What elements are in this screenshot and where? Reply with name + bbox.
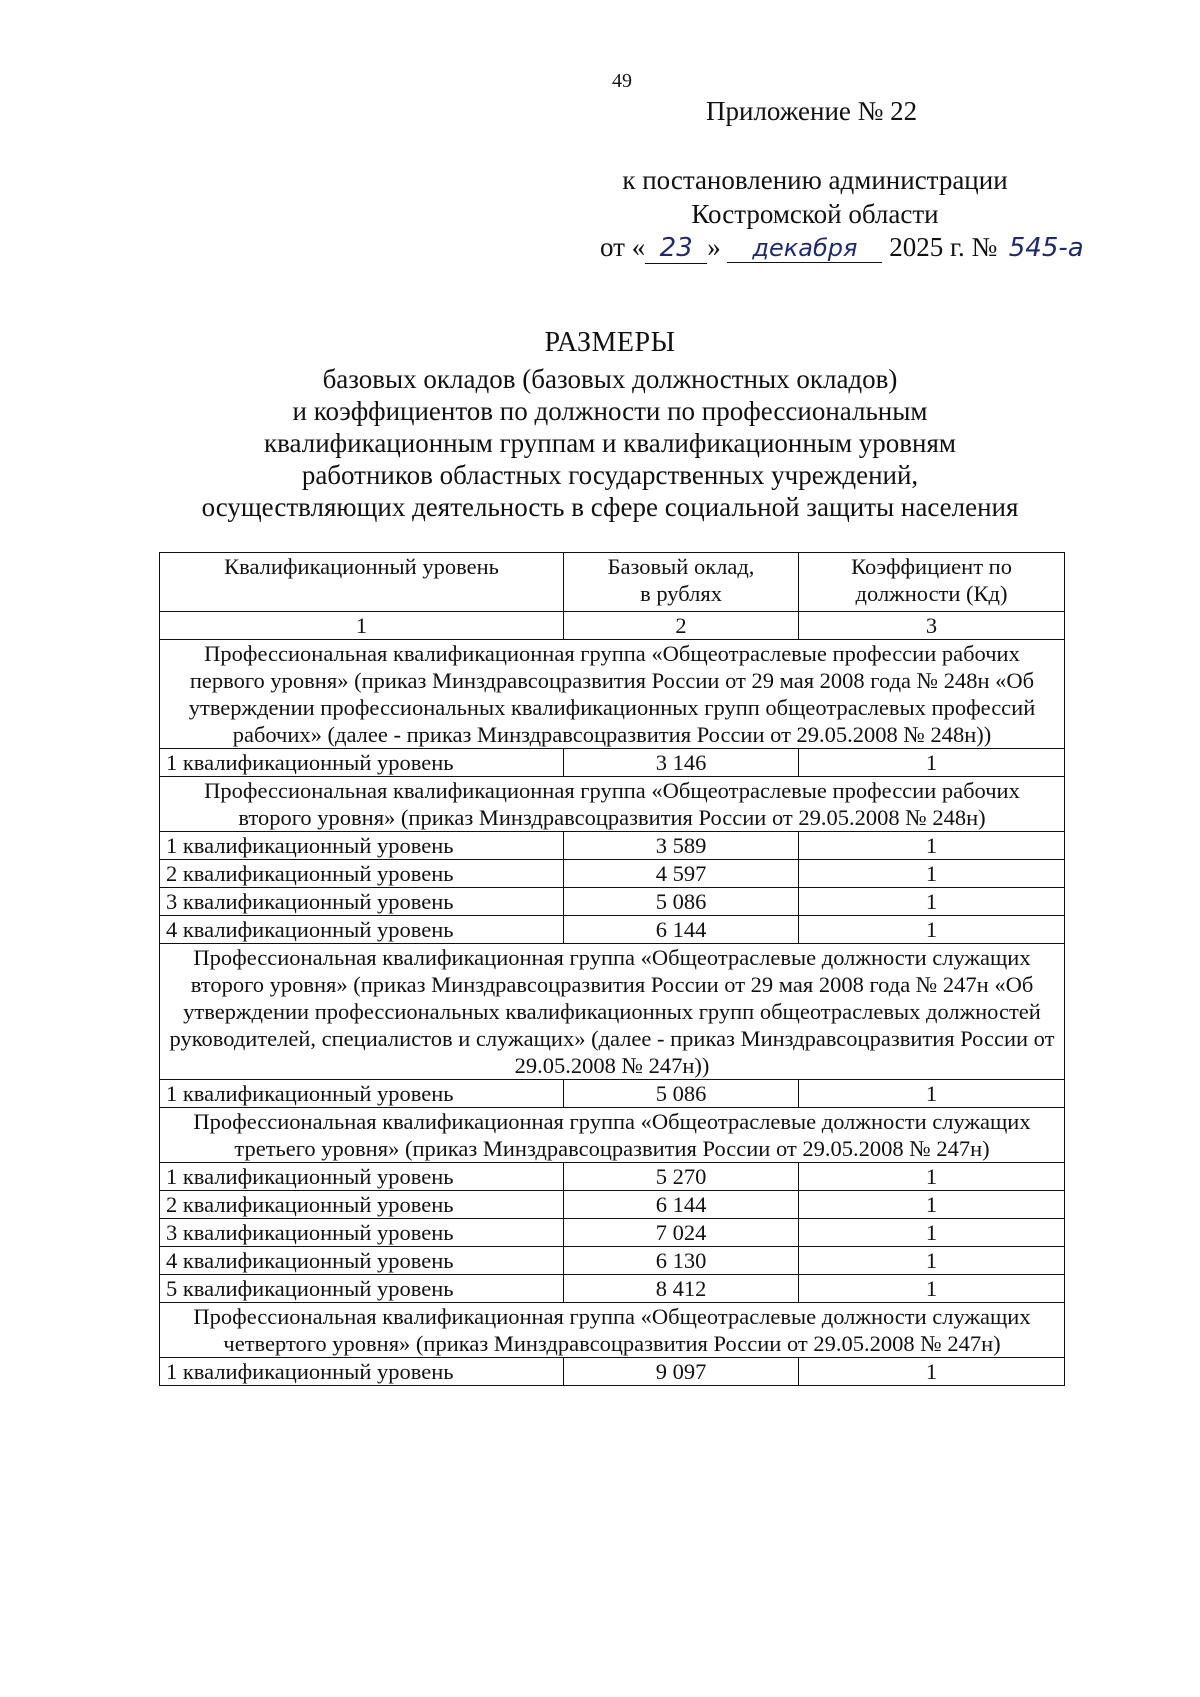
coefficient-cell: 1: [799, 749, 1065, 777]
group-title: Профессиональная квалификационная группа «Общеотраслевые должности служащих второго уровня» (приказ Минздравсоцразвития России от 29 мая 2008 года № 247н «Об утверждении профессиональных квалификационных групп общеотраслевых должностей руководителей, специалистов и служащих» (далее - приказ Минздравсоцразвития России от 29.05.2008 № 247н)): [160, 944, 1065, 1080]
coefficient-cell: 1: [799, 888, 1065, 916]
level-cell: 2 квалификационный уровень: [160, 860, 564, 888]
decree-date: [600, 232, 1095, 264]
table-row: [160, 916, 1065, 944]
group-title: Профессиональная квалификационная группа «Общеотраслевые профессии рабочих второго уровня» (приказ Минздравсоцразвития России от 29.05.2008 № 248н): [160, 777, 1065, 832]
coefficient-cell: 1: [799, 832, 1065, 860]
table-row: [160, 1191, 1065, 1219]
column-header-salary: Базовый оклад, в рублях: [564, 553, 799, 612]
handwritten-day: 23: [645, 233, 707, 264]
level-cell: 1 квалификационный уровень: [160, 1080, 564, 1108]
level-cell: 1 квалификационный уровень: [160, 832, 564, 860]
column-header-level: Квалификационный уровень: [160, 553, 564, 612]
coefficient-cell: 1: [799, 916, 1065, 944]
column-number: 1: [160, 612, 564, 640]
level-cell: 2 квалификационный уровень: [160, 1191, 564, 1219]
table-row: [160, 888, 1065, 916]
group-title: Профессиональная квалификационная группа «Общеотраслевые должности служащих третьего уровня» (приказ Минздравсоцразвития России от 29.05.2008 № 247н): [160, 1108, 1065, 1163]
salary-cell: 5 270: [564, 1163, 799, 1191]
salary-cell: 7 024: [564, 1219, 799, 1247]
title-line: квалификационным группам и квалификационным уровням: [264, 428, 956, 458]
group-row: [160, 1108, 1065, 1163]
title-line: базовых окладов (базовых должностных окладов): [322, 364, 898, 394]
salary-cell: 6 144: [564, 916, 799, 944]
handwritten-number: 545-а: [1008, 233, 1084, 263]
table-body: [160, 553, 1065, 1386]
coefficient-cell: 1: [799, 1191, 1065, 1219]
salary-cell: 6 130: [564, 1247, 799, 1275]
salary-cell: 3 146: [564, 749, 799, 777]
level-cell: 5 квалификационный уровень: [160, 1275, 564, 1303]
table-row: [160, 1247, 1065, 1275]
salary-cell: 6 144: [564, 1191, 799, 1219]
group-title: Профессиональная квалификационная группа «Общеотраслевые профессии рабочих первого уровня» (приказ Минздравсоцразвития России от 29 мая 2008 года № 248н «Об утверждении профессиональных квалификационных групп общеотраслевых профессий рабочих» (далее - приказ Минздравсоцразвития России от 29.05.2008 № 248н)): [160, 640, 1065, 749]
table-row: [160, 860, 1065, 888]
level-cell: 4 квалификационный уровень: [160, 916, 564, 944]
table-row: [160, 1275, 1065, 1303]
decree-line: Костромской области: [691, 199, 939, 229]
salary-table: [159, 552, 1065, 1386]
salary-cell: 5 086: [564, 888, 799, 916]
table-row: [160, 1219, 1065, 1247]
appendix-title: Приложение № 22: [706, 96, 918, 126]
date-prefix: от «: [600, 232, 646, 262]
coefficient-cell: 1: [799, 1275, 1065, 1303]
level-cell: 1 квалификационный уровень: [160, 1163, 564, 1191]
group-row: [160, 1303, 1065, 1358]
group-row: [160, 777, 1065, 832]
level-cell: 3 квалификационный уровень: [160, 1219, 564, 1247]
column-number: 3: [799, 612, 1065, 640]
coefficient-cell: 1: [799, 1219, 1065, 1247]
page-number: 49: [612, 70, 632, 92]
salary-cell: 8 412: [564, 1275, 799, 1303]
document-title: [150, 327, 1070, 523]
table-row: [160, 1163, 1065, 1191]
group-row: [160, 640, 1065, 749]
date-year: 2025 г. №: [889, 232, 998, 262]
title-line: работников областных государственных учреждений,: [301, 460, 919, 490]
table-header-row: [160, 553, 1065, 612]
coefficient-cell: 1: [799, 1247, 1065, 1275]
salary-cell: 4 597: [564, 860, 799, 888]
salary-cell: 3 589: [564, 832, 799, 860]
decree-reference: [600, 163, 1030, 231]
column-number-row: [160, 612, 1065, 640]
salary-cell: 9 097: [564, 1358, 799, 1386]
group-title: Профессиональная квалификационная группа «Общеотраслевые должности служащих четвертого уровня» (приказ Минздравсоцразвития России от 29.05.2008 № 247н): [160, 1303, 1065, 1358]
coefficient-cell: 1: [799, 860, 1065, 888]
column-number: 2: [564, 612, 799, 640]
title-heading: РАЗМЕРЫ: [544, 327, 676, 358]
table-row: [160, 749, 1065, 777]
decree-line: к постановлению администрации: [622, 165, 1008, 195]
table-row: [160, 1080, 1065, 1108]
coefficient-cell: 1: [799, 1358, 1065, 1386]
salary-cell: 5 086: [564, 1080, 799, 1108]
date-mid: »: [707, 232, 721, 262]
column-header-coefficient: Коэффициент по должности (Кд): [799, 553, 1065, 612]
level-cell: 1 квалификационный уровень: [160, 1358, 564, 1386]
coefficient-cell: 1: [799, 1163, 1065, 1191]
title-line: осуществляющих деятельность в сфере социальной защиты населения: [201, 492, 1019, 522]
handwritten-month: декабря: [727, 234, 882, 263]
table-row: [160, 1358, 1065, 1386]
level-cell: 1 квалификационный уровень: [160, 749, 564, 777]
table-row: [160, 832, 1065, 860]
group-row: [160, 944, 1065, 1080]
title-line: и коэффициентов по должности по профессиональным: [292, 396, 928, 426]
coefficient-cell: 1: [799, 1080, 1065, 1108]
level-cell: 3 квалификационный уровень: [160, 888, 564, 916]
level-cell: 4 квалификационный уровень: [160, 1247, 564, 1275]
